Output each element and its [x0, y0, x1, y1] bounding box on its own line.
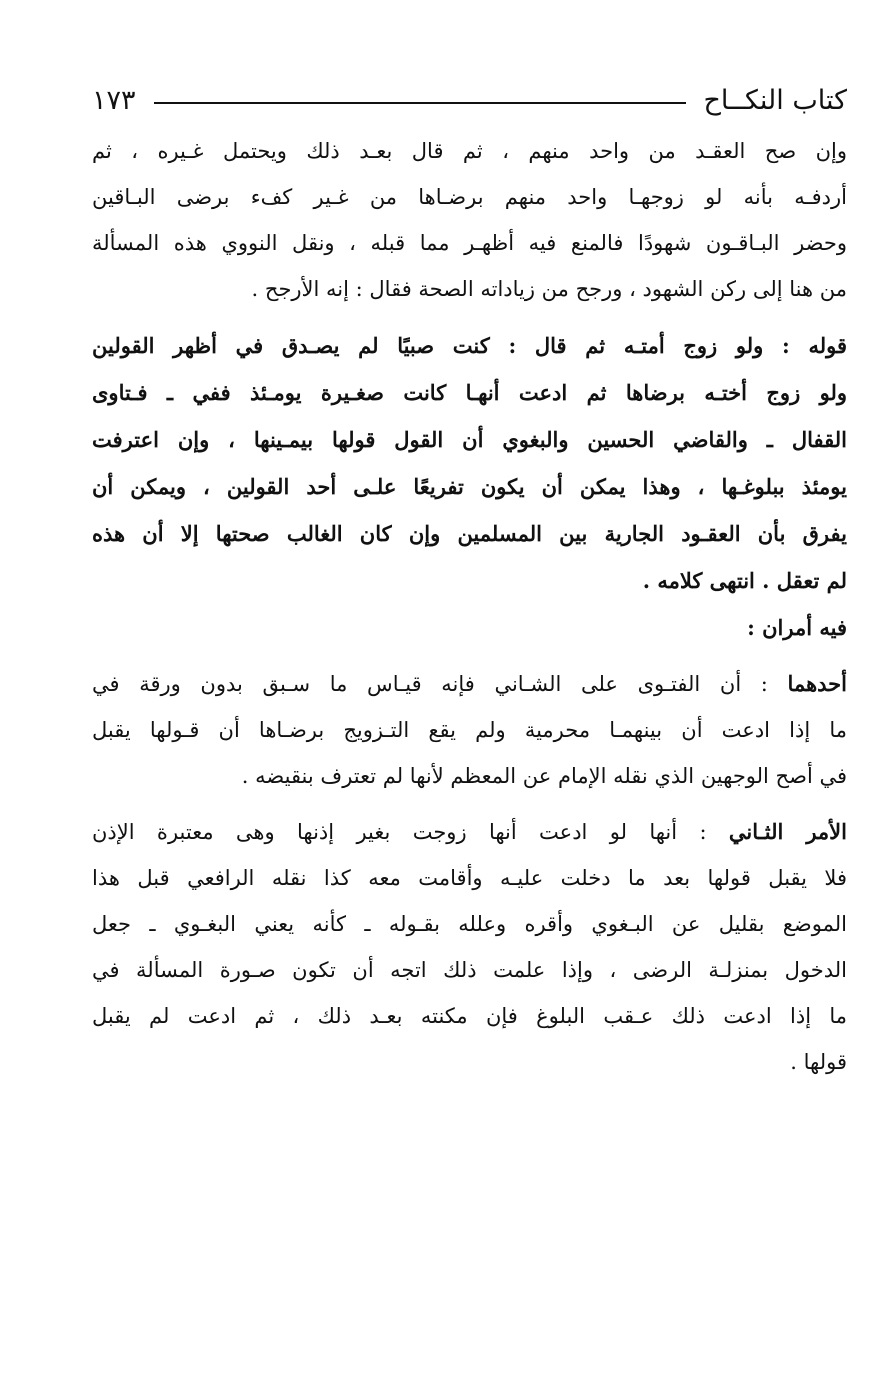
text-line: قولها . — [790, 1050, 847, 1074]
running-header — [92, 78, 847, 122]
text-line: في أصح الوجهين الذي نقله الإمام عن المعظم لأنها لم تعترف بنقيضه . — [241, 764, 847, 788]
page — [92, 78, 847, 1085]
paragraph-5 — [92, 809, 847, 1085]
text-line: وحضر البـاقـون شهودًا فالمنع فيه أظهـر مما قبله ، ونقل النووي هذه المسألة — [92, 231, 847, 255]
text-line: أردفـه بأنه لو زوجهـا واحد منهم برضـاها من غـير كفء برضى البـاقين — [92, 185, 847, 209]
paragraph-3-heading — [92, 604, 847, 651]
text-line: الموضع بقليل عن البـغوي وأقره وعلله بقـوله ـ كأنه يعني البغـوي ـ جعل — [92, 912, 847, 936]
paragraph-1 — [92, 128, 847, 312]
text-line: وإن صح العقـد من واحد منهم ، ثم قال بعـد ذلك ويحتمل غـيره ، ثم — [92, 139, 847, 163]
text-line: فيه أمران : — [747, 615, 847, 640]
lead-rest: : أن الفتـوى على الشـاني فإنه قيـاس ما سـبق بدون ورقة في — [92, 672, 788, 696]
text-line: ولو زوج أختـه برضاها ثم ادعت أنهـا كانت صغـيرة يومـئذ ففي ـ فـتاوى — [92, 380, 847, 405]
paragraph-4 — [92, 661, 847, 799]
text-line — [92, 661, 847, 707]
lead-term: الأمر الثـاني — [728, 819, 847, 844]
chapter-title: كتاب النكــاح — [703, 84, 847, 116]
lead-rest: : أنها لو ادعت أنها زوجت بغير إذنها وهى معتبرة الإذن — [92, 820, 729, 844]
text-line: قوله : ولو زوج أمتـه ثم قال : كنت صبيًا لم يصـدق في أظهر القولين — [92, 333, 847, 358]
text-line — [92, 809, 847, 855]
text-line: القفال ـ والقاضي الحسين والبغوي أن القول قولها بيمـينها ، وإن اعترفت — [92, 427, 847, 452]
text-line: يفرق بأن العقـود الجارية بين المسلمين وإن كان الغالب صحتها إلا أن هذه — [92, 521, 847, 546]
text-line: ما إذا ادعت ذلك عـقب البلوغ فإن مكنته بعـد ذلك ، ثم ادعت لم يقبل — [92, 1004, 847, 1028]
text-line: ما إذا ادعت أن بينهمـا محرمية ولم يقع التـزويج برضـاها أن قـولها يقبل — [92, 718, 847, 742]
text-line: الدخول بمنزلـة الرضى ، وإذا علمت ذلك اتجه أن تكون صـورة المسألة في — [92, 958, 847, 982]
text-line: من هنا إلى ركن الشهود ، ورجح من زياداته الصحة فقال : إنه الأرجح . — [251, 277, 847, 301]
text-line: فلا يقبل قولها بعد ما دخلت عليـه وأقامت معه كذا نقله الرافعي قبل هذا — [92, 866, 847, 890]
paragraph-2-quotation — [92, 322, 847, 604]
header-rule — [154, 102, 686, 104]
text-line: لم تعقل . انتهى كلامه . — [642, 568, 847, 593]
lead-term: أحدهما — [787, 671, 847, 696]
page-number: ١٧٣ — [92, 84, 136, 116]
text-line: يومئذ ببلوغـها ، وهذا يمكن أن يكون تفريعًا علـى أحد القولين ، ويمكن أن — [92, 474, 847, 499]
